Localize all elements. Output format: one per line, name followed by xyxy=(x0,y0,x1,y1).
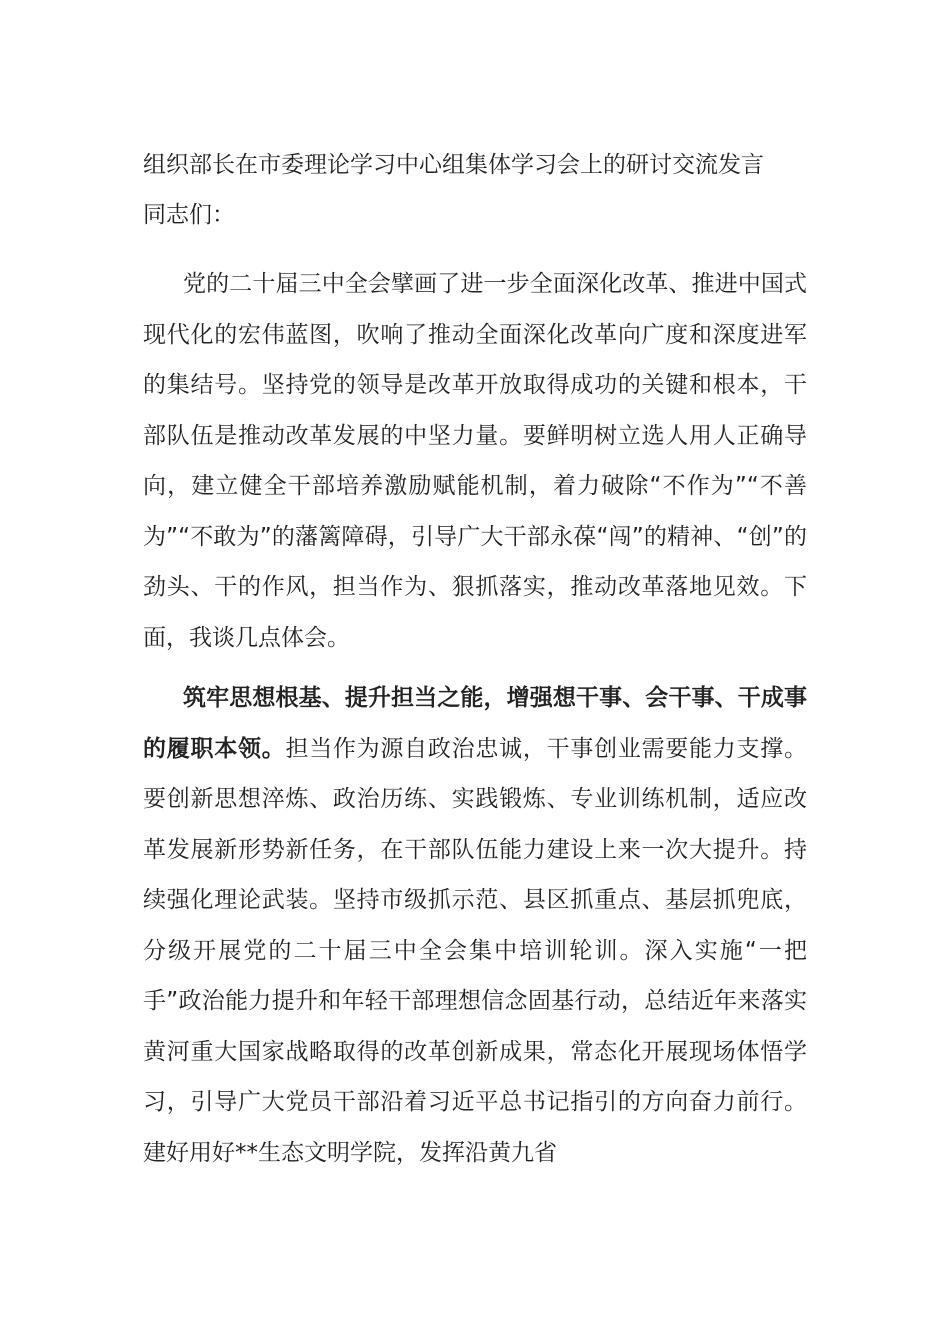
section-heading: 筑牢思想根基、提升担当之能，增强想干事、会干事、干成事的履职本领。 xyxy=(143,685,807,762)
paragraph-section-1 xyxy=(143,673,807,1178)
paragraph-body: 担当作为源自政治忠诚，干事创业需要能力支撑。要创新思想淬炼、政治历练、实践锻炼、专业训练机制，适应改革发展新形势新任务，在干部队伍能力建设上来一次大提升。持续强化理论武装。坚持市级抓示范、县区抓重点、基层抓兜底，分级开展党的二十届三中全会集中培训轮训。深入实施“一把手”政治能力提升和年轻干部理想信念固基行动，总结近年来落实黄河重大国家战略取得的改革创新成果，常态化开展现场体悟学习，引导广大党员干部沿着习近平总书记指引的方向奋力前行。建好用好**生态文明学院，发挥沿黄九省 xyxy=(143,735,808,1166)
paragraph-intro xyxy=(143,259,807,663)
document-content xyxy=(143,150,807,1178)
paragraph-body: 党的二十届三中全会擘画了进一步全面深化改革、推进中国式现代化的宏伟蓝图，吹响了推动全面深化改革向广度和深度进军的集结号。坚持党的领导是改革开放取得成功的关键和根本，干部队伍是推动改革发展的中坚力量。要鲜明树立选人用人正确导向，建立健全干部培养激励赋能机制，着力破除“不作为”“不善为”“不敢为”的藩篱障碍，引导广大干部永葆“闯”的精神、“创”的劲头、干的作风，担当作为、狠抓落实，推动改革落地见效。下面，我谈几点体会。 xyxy=(143,271,807,651)
document-title: 组织部长在市委理论学习中心组集体学习会上的研讨交流发言 xyxy=(143,152,764,178)
salutation: 同志们： xyxy=(143,202,235,228)
